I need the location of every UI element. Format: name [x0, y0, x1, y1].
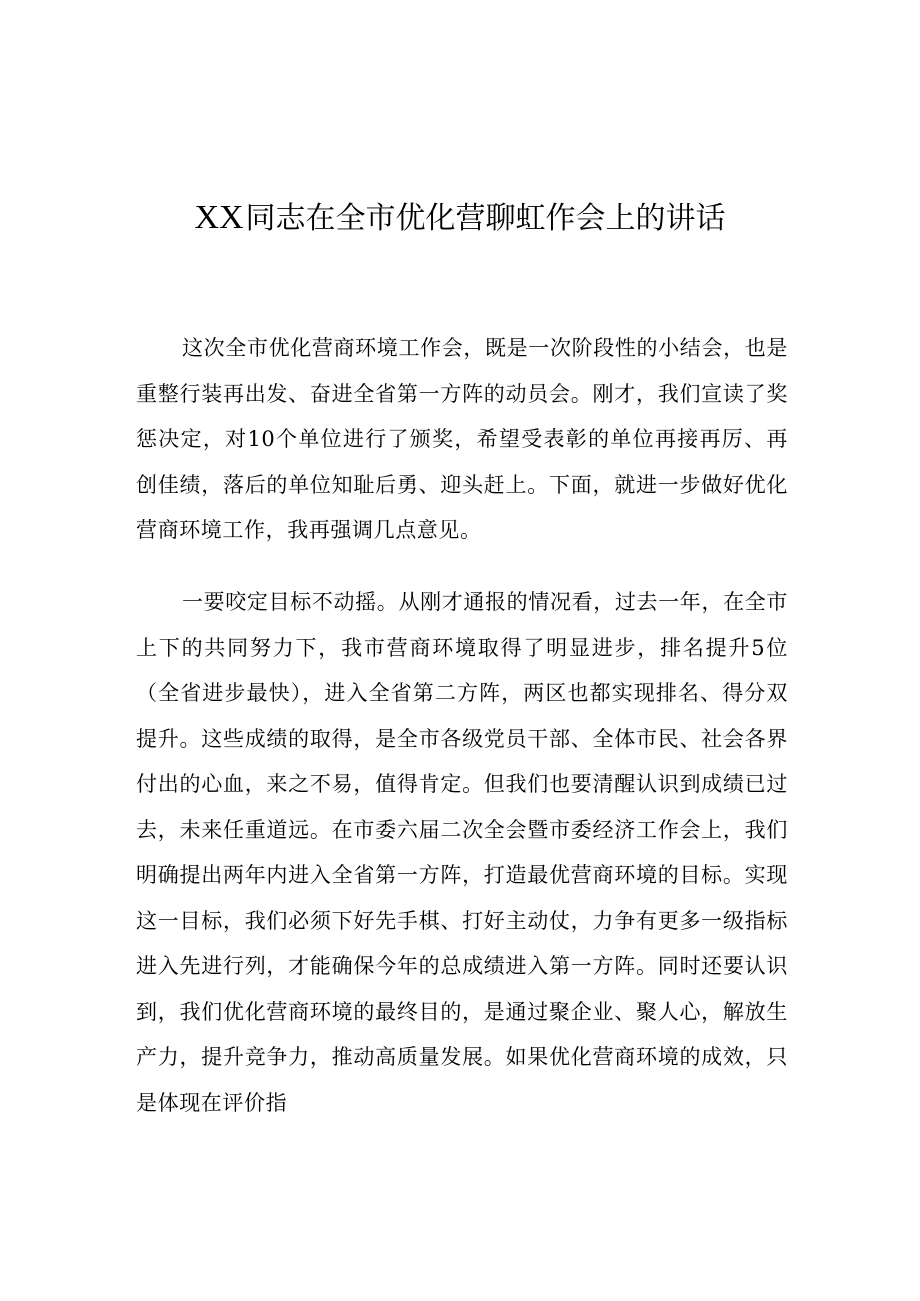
title-prefix: XX: [194, 199, 244, 236]
paragraph-opening: 这次全市优化营商环境工作会，既是一次阶段性的小结会，也是重整行装再出发、奋进全省第一方阵的动员会。刚才，我们宣读了奖惩决定，对10个单位进行了颁奖，希望受表彰的单位再接再厉、再创佳绩，落后的单位知耻后勇、迎头赶上。下面，就进一步做好优化营商环境工作，我再强调几点意见。: [136, 336, 788, 542]
title-text: 同志在全市优化营聊虹作会上的讲话: [245, 201, 726, 236]
document-title: [0, 196, 920, 241]
paragraph-point-one: 一要咬定目标不动摇。从刚才通报的情况看，过去一年，在全市上下的共同努力下，我市营商环境取得了明显进步，排名提升5位（全省进步最快），进入全省第二方阵，两区也都实现排名、得分双提升。这些成绩的取得，是全市各级党员干部、全体市民、社会各界付出的心血，来之不易，值得肯定。但我们也要清醒认识到成绩已过去，未来任重道远。在市委六届二次全会暨市委经济工作会上，我们明确提出两年内进入全省第一方阵，打造最优营商环境的目标。实现这一目标，我们必须下好先手棋、打好主动仗，力争有更多一级指标进入先进行列，才能确保今年的总成绩进入第一方阵。同时还要认识到，我们优化营商环境的最终目的，是通过聚企业、聚人心，解放生产力，提升竞争力，推动高质量发展。如果优化营商环境的成效，只是体现在评价指: [136, 590, 788, 1115]
